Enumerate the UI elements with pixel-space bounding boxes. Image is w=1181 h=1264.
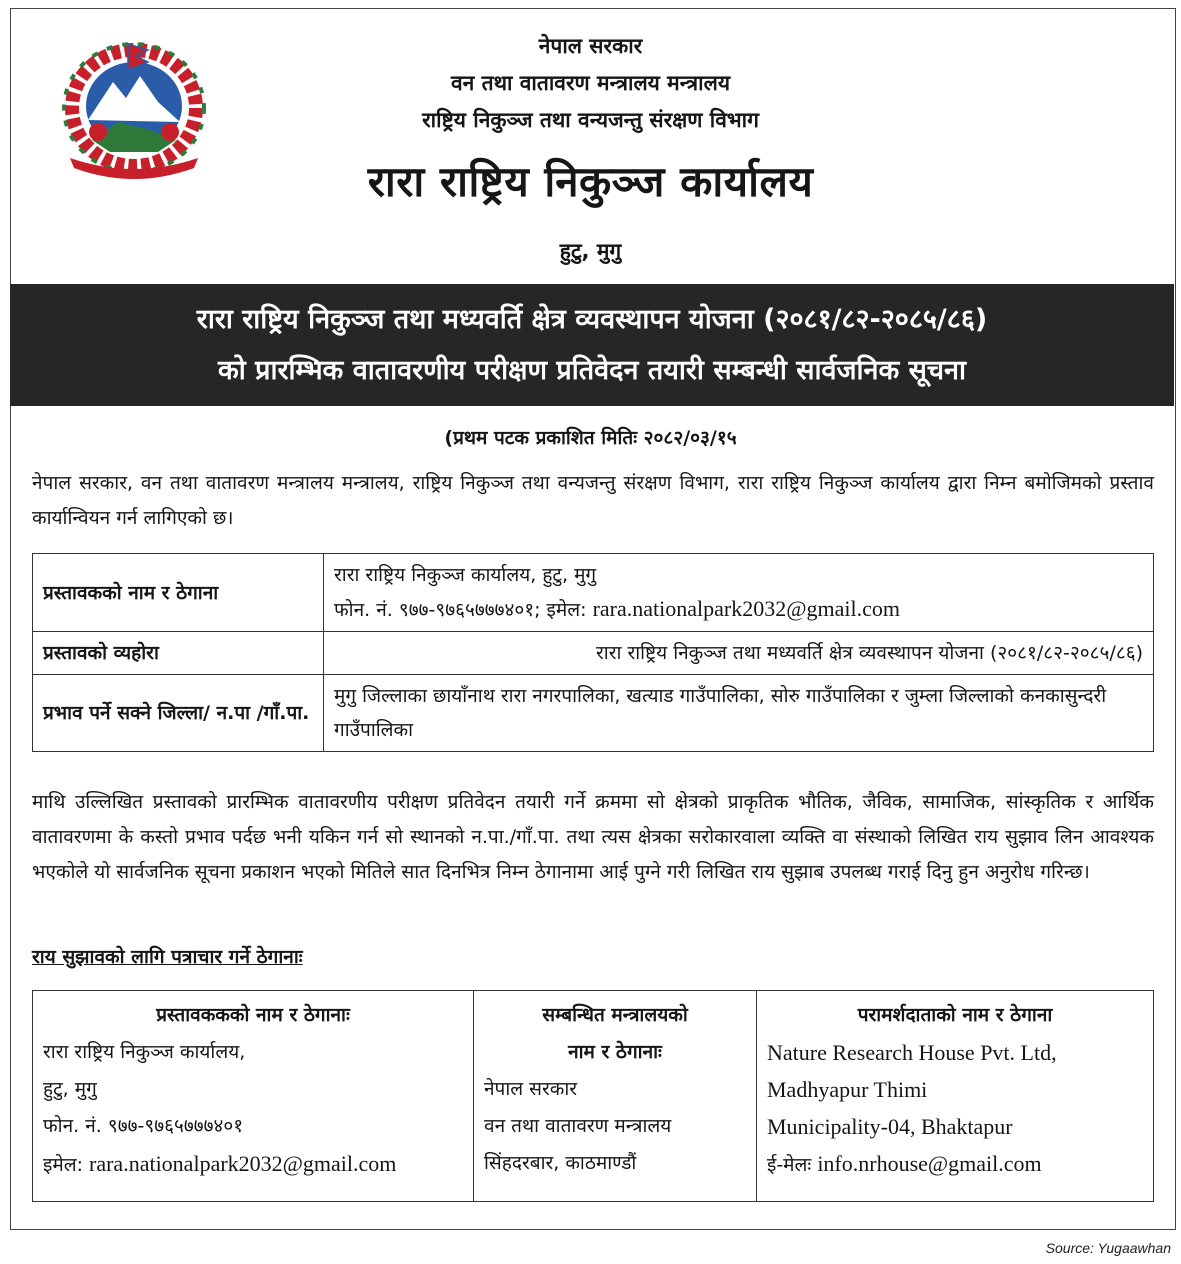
proponent-contact-phone: फोन. नं. ९७७-९७६५७७७४०१: [43, 1115, 244, 1137]
proponent-contact-email: rara.nationalpark2032@gmail.com: [89, 1151, 397, 1176]
contact-heading: राय सुझावको लागि पत्राचार गर्ने ठेगानाः: [32, 946, 303, 968]
proponent-contact: [334, 592, 1143, 627]
email-prefix: ई-मेलः: [767, 1154, 818, 1176]
consultant-contact-cell: [757, 991, 1154, 1202]
ministry-contact-title: सम्बन्धित मन्त्रालयको: [542, 1004, 688, 1026]
table-row: [33, 632, 1154, 675]
office-location: हुटु, मुगु: [559, 239, 622, 263]
consultant-contact-title: परामर्शदाताको नाम र ठेगाना: [857, 1004, 1053, 1026]
table-row: [33, 554, 1154, 632]
ministry-contact-title: नाम र ठेगानाः: [568, 1041, 662, 1063]
banner-line-1: रारा राष्ट्रिय निकुञ्ज तथा मध्यवर्ति क्षेत्र व्यवस्थापन योजना (२०८१/८२-२०८५/८६): [196, 304, 988, 335]
table-row: [33, 991, 1154, 1202]
govt-name: नेपाल सरकार: [538, 34, 643, 58]
email-prefix: इमेल:: [43, 1154, 90, 1176]
consultant-contact-line: Nature Research House Pvt. Ltd,: [767, 1040, 1057, 1065]
proponent-contact-email-line: [43, 1145, 463, 1184]
consultant-contact-email-line: [767, 1145, 1143, 1184]
proponent-contact-cell: [33, 991, 474, 1202]
proponent-contact-title: प्रस्तावककको नाम र ठेगानाः: [156, 1004, 350, 1026]
proposal-table: [32, 553, 1154, 752]
proposal-subject-value: रारा राष्ट्रिय निकुञ्ज तथा मध्यवर्ति क्षेत्र व्यवस्थापन योजना (२०८१/८२-२०८५/८६): [324, 632, 1154, 675]
proponent-phone: फोन. नं. ९७७-९७६५७७७४०१; इमेल:: [334, 599, 593, 621]
department-name: राष्ट्रिय निकुञ्ज तथा वन्यजन्तु संरक्षण विभाग: [422, 108, 759, 132]
published-date: (प्रथम पटक प्रकाशित मितिः २०८२/०३/१५: [444, 427, 737, 449]
ministry-name: वन तथा वातावरण मन्त्रालय मन्त्रालय: [450, 71, 731, 95]
request-paragraph: माथि उल्लिखित प्रस्तावको प्रारम्भिक वातावरणीय परीक्षण प्रतिवेदन तयारी गर्ने क्रममा सो क्षेत्रको प्राकृतिक भौतिक, जैविक, सामाजिक, सांस्कृतिक र आर्थिक वातावरणमा के कस्तो प्रभाव पर्दछ भनी यकिन गर्न सो स्थानको न.पा./गाँ.पा. तथा त्यस क्षेत्रका सरोकारवाला व्यक्ति वा संस्थाको लिखित राय सुझाव लिन आवश्यक भएकोले यो सार्वजनिक सूचना प्रकाशन भएको मितिले सात दिनभित्र निम्न ठेगानामा आई पुग्ने गरी लिखित राय सुझाब उपलब्ध गराई दिनु हुन अनुरोध गरिन्छ।: [32, 791, 1154, 883]
office-title: रारा राष्ट्रिय निकुञ्ज कार्यालय: [367, 157, 814, 206]
proponent-email: rara.nationalpark2032@gmail.com: [592, 596, 900, 621]
proposal-subject-label: प्रस्तावको व्यहोरा: [33, 632, 324, 675]
ministry-contact-cell: [474, 991, 757, 1202]
affected-area-value: मुगु जिल्लाका छायाँनाथ रारा नगरपालिका, खत्याड गाउँपालिका, सोरु गाउँपालिका र जुम्ला जिल्लाको कनकासुन्दरी गाउँपालिका: [324, 675, 1154, 752]
ministry-contact-line: सिंहदरबार, काठमाण्डौं: [484, 1152, 637, 1174]
proponent-value: [324, 554, 1154, 632]
consultant-contact-email: info.nrhouse@gmail.com: [817, 1151, 1042, 1176]
ministry-contact-line: नेपाल सरकार: [484, 1078, 578, 1100]
notice-banner: [10, 284, 1174, 406]
proponent-address: रारा राष्ट्रिय निकुञ्ज कार्यालय, हुटु, मुगु: [334, 564, 597, 586]
consultant-contact-line: Madhyapur Thimi: [767, 1077, 928, 1102]
banner-line-2: को प्रारम्भिक वातावरणीय परीक्षण प्रतिवेदन तयारी सम्बन्धी सार्वजनिक सूचना: [217, 355, 967, 386]
table-row: [33, 675, 1154, 752]
consultant-contact-line: Municipality-04, Bhaktapur: [767, 1114, 1013, 1139]
source-credit: Source: Yugaawhan: [1045, 1240, 1171, 1256]
affected-area-label: प्रभाव पर्ने सक्ने जिल्ला/ न.पा /गाँ.पा.: [33, 675, 324, 752]
proponent-contact-line: हुटु, मुगु: [43, 1078, 97, 1100]
intro-paragraph: नेपाल सरकार, वन तथा वातावरण मन्त्रालय मन्त्रालय, राष्ट्रिय निकुञ्ज तथा वन्यजन्तु संरक्षण विभाग, रारा राष्ट्रिय निकुञ्ज कार्यालय द्वारा निम्न बमोजिमको प्रस्ताव कार्यान्वियन गर्न लागिएको छ।: [32, 472, 1154, 529]
contact-table: [32, 990, 1154, 1202]
proponent-label: प्रस्तावकको नाम र ठेगाना: [33, 554, 324, 632]
ministry-contact-line: वन तथा वातावरण मन्त्रालय: [484, 1115, 672, 1137]
proponent-contact-line: रारा राष्ट्रिय निकुञ्ज कार्यालय,: [43, 1041, 246, 1063]
